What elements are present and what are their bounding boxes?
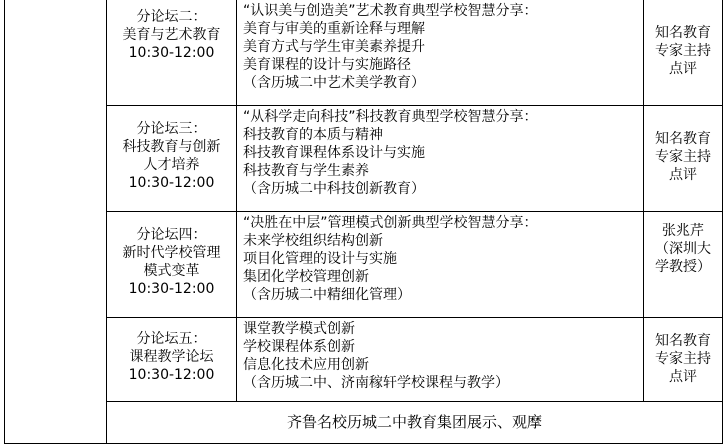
forum-2-content-cell bbox=[237, 0, 643, 105]
forum-5-time: 10:30-12:00 bbox=[128, 367, 215, 383]
exhibition-text: 齐鲁名校历城二中教育集团展示、观摩 bbox=[286, 413, 542, 431]
forum-4-topic: 新时代学校管理 bbox=[122, 245, 221, 261]
forum-3-name: 分论坛三： bbox=[136, 121, 207, 137]
exhibition-row bbox=[107, 402, 722, 443]
forum-5-session-cell bbox=[107, 318, 236, 401]
forum-3-content-line: 科技教育的本质与精神 bbox=[243, 127, 383, 143]
forum-3-topic: 科技教育与创新 bbox=[122, 139, 221, 155]
forum-5-content-line: 课堂教学模式创新 bbox=[243, 321, 355, 337]
forum-3-content-line: 科技教育课程体系设计与实施 bbox=[243, 145, 425, 161]
forum-4-content-line: 未来学校组织结构创新 bbox=[243, 233, 383, 249]
forum-3-content-line: “从科学走向科技”科技教育典型学校智慧分享： bbox=[243, 109, 538, 125]
forum-4-content-line: “决胜在中层”管理模式创新典型学校智慧分享： bbox=[243, 215, 538, 231]
forum-5-content-line: 学校课程体系创新 bbox=[243, 339, 355, 355]
forum-2-host-line: 专家主持 bbox=[655, 43, 711, 59]
forum-2-topic: 美育与艺术教育 bbox=[122, 27, 221, 43]
forum-2-content-line: 美育课程的设计与实施路径 bbox=[243, 57, 411, 73]
forum-2-host-line: 点评 bbox=[669, 61, 697, 77]
forum-3-content-cell bbox=[237, 106, 643, 211]
forum-4-time: 10:30-12:00 bbox=[128, 281, 215, 297]
forum-4-name: 分论坛四： bbox=[136, 227, 207, 243]
forum-2-content-line: 美育方式与学生审美素养提升 bbox=[243, 39, 425, 55]
forum-4-content-line: 项目化管理的设计与实施 bbox=[243, 251, 397, 267]
forum-3-content-line: 科技教育与学生素养 bbox=[243, 163, 369, 179]
forum-2-content-line: “认识美与创造美”艺术教育典型学校智慧分享： bbox=[243, 3, 538, 19]
forum-2-content-line: （含历城二中艺术美学教育） bbox=[243, 75, 425, 91]
forum-4-host-line: （深圳大 bbox=[655, 241, 711, 257]
forum-4-host-line: 张兆芹 bbox=[662, 223, 704, 239]
forum-5-host-line: 专家主持 bbox=[655, 351, 711, 367]
forum-5-content-line: 信息化技术应用创新 bbox=[243, 357, 369, 373]
forum-4-session-cell bbox=[107, 212, 236, 317]
forum-2-session-cell bbox=[107, 0, 236, 105]
table-border-bottom bbox=[4, 443, 723, 444]
forum-2-name: 分论坛二： bbox=[136, 9, 207, 25]
forum-3-host-line: 知名教育 bbox=[655, 131, 711, 147]
forum-5-content-line: （含历城二中、济南稼轩学校课程与教学） bbox=[243, 375, 509, 391]
forum-3-content-line: （含历城二中科技创新教育） bbox=[243, 181, 425, 197]
forum-3-session-cell bbox=[107, 106, 236, 211]
forum-2-content-line: 美育与审美的重新诠释与理解 bbox=[243, 21, 425, 37]
forum-5-host-line: 知名教育 bbox=[655, 333, 711, 349]
forum-4-host-line: 学教授） bbox=[655, 259, 711, 275]
forum-4-host-cell bbox=[644, 222, 722, 317]
forum-3-host-line: 专家主持 bbox=[655, 149, 711, 165]
forum-4-content-line: （含历城二中精细化管理） bbox=[243, 287, 411, 303]
forum-5-topic: 课程教学论坛 bbox=[129, 349, 214, 365]
forum-5-host-cell bbox=[644, 332, 722, 401]
forum-5-content-cell bbox=[237, 318, 643, 401]
forum-3-time: 10:30-12:00 bbox=[128, 175, 215, 191]
forum-4-topic: 模式变革 bbox=[143, 263, 200, 279]
forum-3-host-line: 点评 bbox=[669, 167, 697, 183]
table-border-right bbox=[722, 0, 723, 444]
forum-2-time: 10:30-12:00 bbox=[128, 45, 215, 61]
table-border-left bbox=[4, 0, 5, 444]
forum-5-name: 分论坛五： bbox=[136, 331, 207, 347]
forum-4-content-cell bbox=[237, 212, 643, 317]
forum-5-host-line: 点评 bbox=[669, 369, 697, 385]
forum-2-host-line: 知名教育 bbox=[655, 25, 711, 41]
forum-4-content-line: 集团化学校管理创新 bbox=[243, 269, 369, 285]
forum-2-host-cell bbox=[644, 24, 722, 105]
forum-3-topic: 人才培养 bbox=[143, 157, 200, 173]
forum-3-host-cell bbox=[644, 130, 722, 211]
